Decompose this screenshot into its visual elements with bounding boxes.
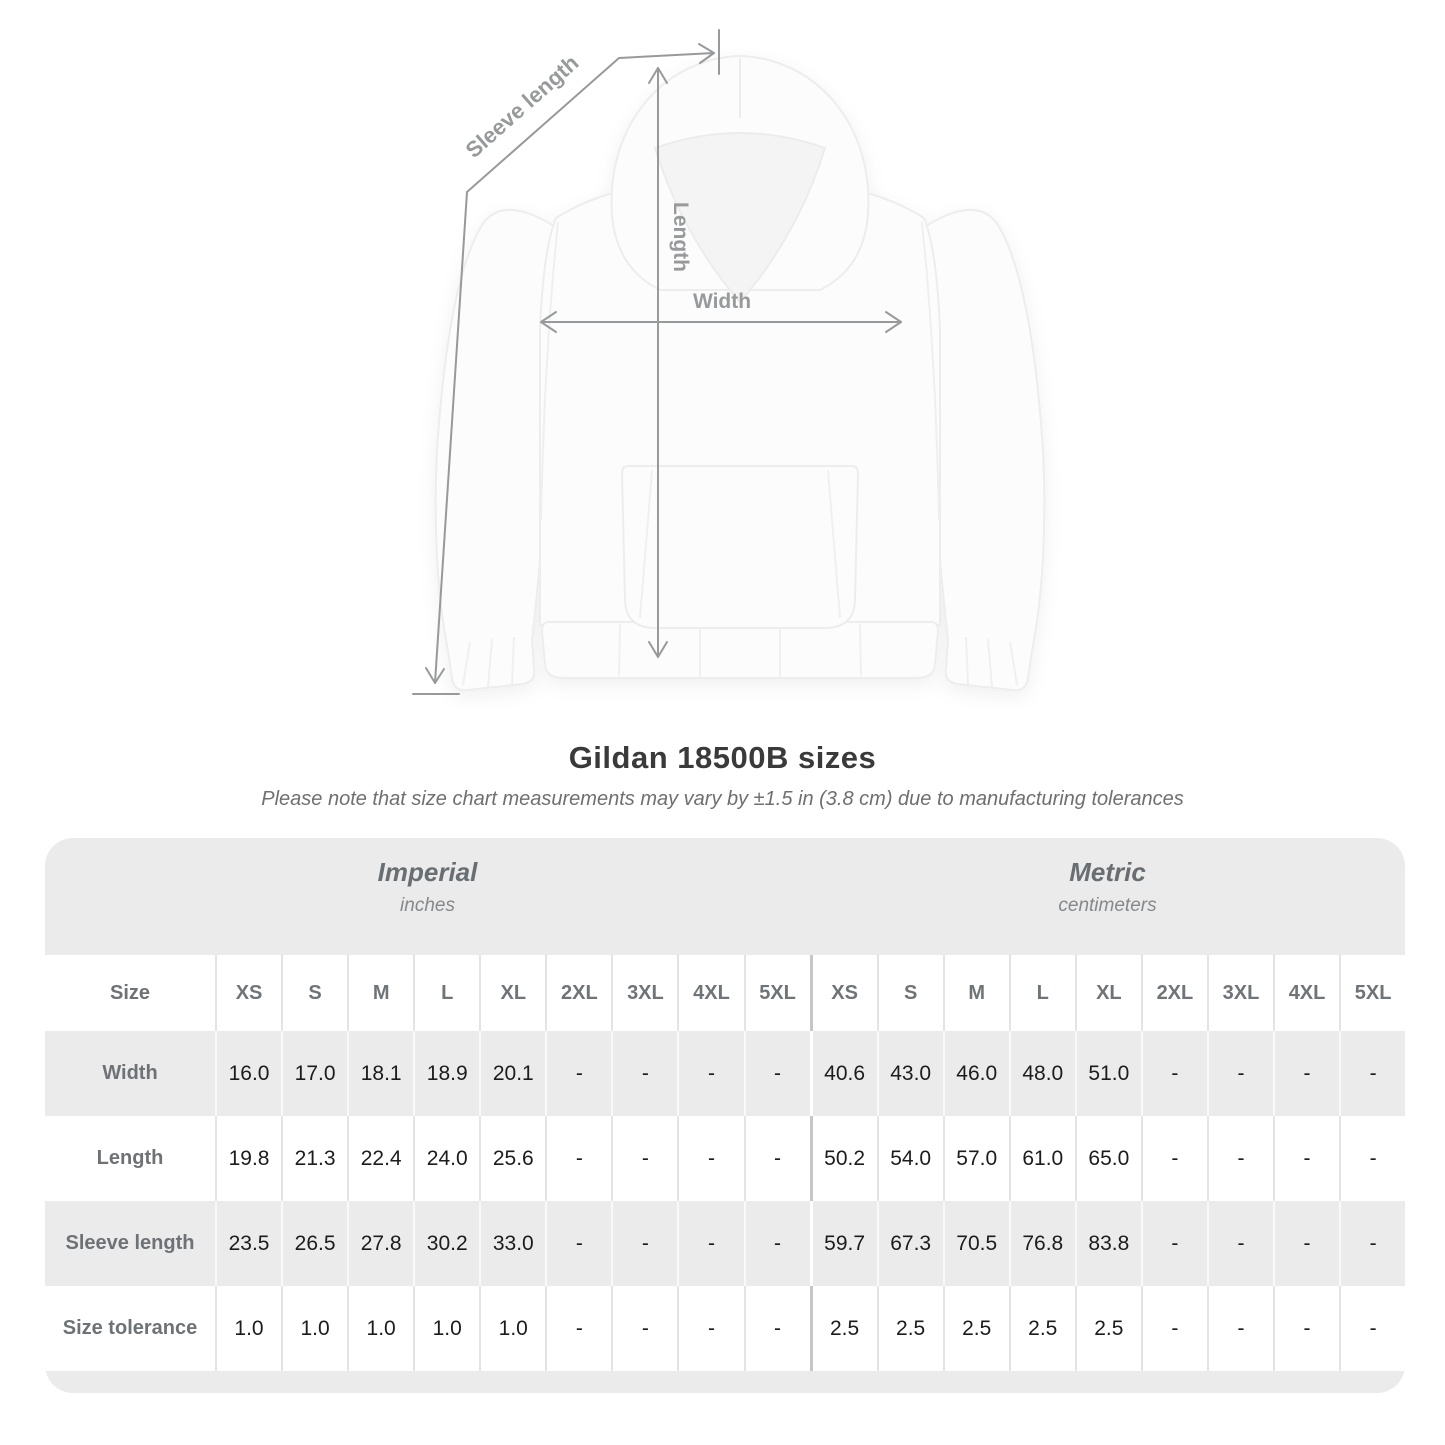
- size-header-cell: XL: [1075, 955, 1141, 1031]
- table-row: [45, 1286, 1405, 1371]
- row-label: Size: [109, 981, 151, 1004]
- value-cell: 43.0: [877, 1031, 943, 1116]
- value-cell: 2.5: [1075, 1286, 1141, 1371]
- size-table: [45, 955, 1405, 1371]
- size-header-cell: M: [347, 955, 413, 1031]
- value-cell: 2.5: [1009, 1286, 1075, 1371]
- value-cell: -: [1273, 1201, 1339, 1286]
- unit-header: [45, 838, 1405, 955]
- row-label: Length: [96, 1147, 164, 1169]
- value-cell: 18.1: [347, 1031, 413, 1116]
- value-cell: -: [744, 1201, 810, 1286]
- value-cell: 17.0: [281, 1031, 347, 1116]
- value-cell: 59.7: [810, 1201, 877, 1286]
- value-cell: 50.2: [810, 1116, 877, 1201]
- tolerance-note: Please note that size chart measurements may vary by ±1.5 in (3.8 cm) due to manufacturing tolerances: [261, 788, 1184, 810]
- value-cell: -: [1339, 1116, 1405, 1201]
- metric-header: [810, 838, 1405, 955]
- metric-sublabel: centimeters: [1058, 895, 1157, 916]
- value-cell: 18.9: [413, 1031, 479, 1116]
- imperial-sublabel: inches: [400, 895, 455, 916]
- value-cell: -: [744, 1116, 810, 1201]
- table-row: [45, 1031, 1405, 1116]
- value-cell: -: [1207, 1116, 1273, 1201]
- value-cell: -: [744, 1286, 810, 1371]
- value-cell: 19.8: [215, 1116, 281, 1201]
- value-cell: 20.1: [479, 1031, 545, 1116]
- value-cell: -: [677, 1201, 743, 1286]
- size-header-cell: XS: [810, 955, 877, 1031]
- value-cell: -: [545, 1201, 611, 1286]
- value-cell: -: [677, 1286, 743, 1371]
- value-cell: -: [1273, 1116, 1339, 1201]
- size-header-cell: 3XL: [611, 955, 677, 1031]
- size-header-cell: 4XL: [1273, 955, 1339, 1031]
- value-cell: 70.5: [943, 1201, 1009, 1286]
- size-header-cell: 5XL: [744, 955, 810, 1031]
- value-cell: 48.0: [1009, 1031, 1075, 1116]
- table-row: [45, 1201, 1405, 1286]
- value-cell: 83.8: [1075, 1201, 1141, 1286]
- value-cell: -: [1207, 1286, 1273, 1371]
- value-cell: -: [744, 1031, 810, 1116]
- value-cell: -: [1273, 1286, 1339, 1371]
- value-cell: -: [1207, 1201, 1273, 1286]
- size-header-cell: 4XL: [677, 955, 743, 1031]
- table-row: [45, 1116, 1405, 1201]
- imperial-label: Imperial: [377, 857, 478, 887]
- value-cell: 23.5: [215, 1201, 281, 1286]
- metric-label: Metric: [1069, 857, 1146, 887]
- value-cell: -: [545, 1031, 611, 1116]
- value-cell: -: [611, 1201, 677, 1286]
- size-header-cell: 3XL: [1207, 955, 1273, 1031]
- row-label: Size tolerance: [62, 1317, 198, 1339]
- value-cell: 27.8: [347, 1201, 413, 1286]
- value-cell: -: [1141, 1201, 1207, 1286]
- size-header-cell: 5XL: [1339, 955, 1405, 1031]
- size-header-cell: M: [943, 955, 1009, 1031]
- value-cell: 65.0: [1075, 1116, 1141, 1201]
- table-header-row: [45, 955, 1405, 1031]
- value-cell: 26.5: [281, 1201, 347, 1286]
- value-cell: -: [611, 1116, 677, 1201]
- hoodie-waistband: [542, 622, 938, 678]
- value-cell: 1.0: [347, 1286, 413, 1371]
- size-chart-card: [45, 838, 1405, 1393]
- value-cell: -: [1207, 1031, 1273, 1116]
- size-header-cell: XS: [215, 955, 281, 1031]
- value-cell: 51.0: [1075, 1031, 1141, 1116]
- value-cell: 22.4: [347, 1116, 413, 1201]
- value-cell: -: [545, 1116, 611, 1201]
- value-cell: -: [677, 1116, 743, 1201]
- value-cell: 40.6: [810, 1031, 877, 1116]
- size-header-cell: XL: [479, 955, 545, 1031]
- value-cell: 1.0: [215, 1286, 281, 1371]
- value-cell: 33.0: [479, 1201, 545, 1286]
- size-header-cell: 2XL: [545, 955, 611, 1031]
- value-cell: -: [1141, 1116, 1207, 1201]
- value-cell: 46.0: [943, 1031, 1009, 1116]
- value-cell: 24.0: [413, 1116, 479, 1201]
- value-cell: 1.0: [281, 1286, 347, 1371]
- size-header-cell: 2XL: [1141, 955, 1207, 1031]
- value-cell: 21.3: [281, 1116, 347, 1201]
- value-cell: -: [545, 1286, 611, 1371]
- value-cell: 57.0: [943, 1116, 1009, 1201]
- row-label: Sleeve length: [65, 1232, 195, 1254]
- size-header-cell: L: [413, 955, 479, 1031]
- value-cell: 1.0: [479, 1286, 545, 1371]
- size-header-cell: S: [281, 955, 347, 1031]
- value-cell: -: [611, 1031, 677, 1116]
- value-cell: 1.0: [413, 1286, 479, 1371]
- value-cell: -: [1141, 1286, 1207, 1371]
- value-cell: 25.6: [479, 1116, 545, 1201]
- row-label: Width: [102, 1062, 158, 1084]
- value-cell: -: [1339, 1286, 1405, 1371]
- hoodie-illustration: [436, 56, 1045, 690]
- width-label: Width: [692, 290, 752, 313]
- value-cell: -: [677, 1031, 743, 1116]
- page-title: Gildan 18500B sizes: [568, 740, 877, 775]
- value-cell: 2.5: [810, 1286, 877, 1371]
- value-cell: 30.2: [413, 1201, 479, 1286]
- sleeve-length-label: Sleeve length: [460, 50, 584, 163]
- value-cell: 54.0: [877, 1116, 943, 1201]
- value-cell: 16.0: [215, 1031, 281, 1116]
- value-cell: 67.3: [877, 1201, 943, 1286]
- size-header-cell: S: [877, 955, 943, 1031]
- value-cell: -: [1273, 1031, 1339, 1116]
- value-cell: -: [1339, 1201, 1405, 1286]
- value-cell: -: [611, 1286, 677, 1371]
- value-cell: 2.5: [877, 1286, 943, 1371]
- value-cell: 2.5: [943, 1286, 1009, 1371]
- imperial-header: [45, 838, 810, 955]
- value-cell: 61.0: [1009, 1116, 1075, 1201]
- value-cell: -: [1339, 1031, 1405, 1116]
- size-header-cell: L: [1009, 955, 1075, 1031]
- value-cell: 76.8: [1009, 1201, 1075, 1286]
- length-label: Length: [669, 202, 692, 272]
- value-cell: -: [1141, 1031, 1207, 1116]
